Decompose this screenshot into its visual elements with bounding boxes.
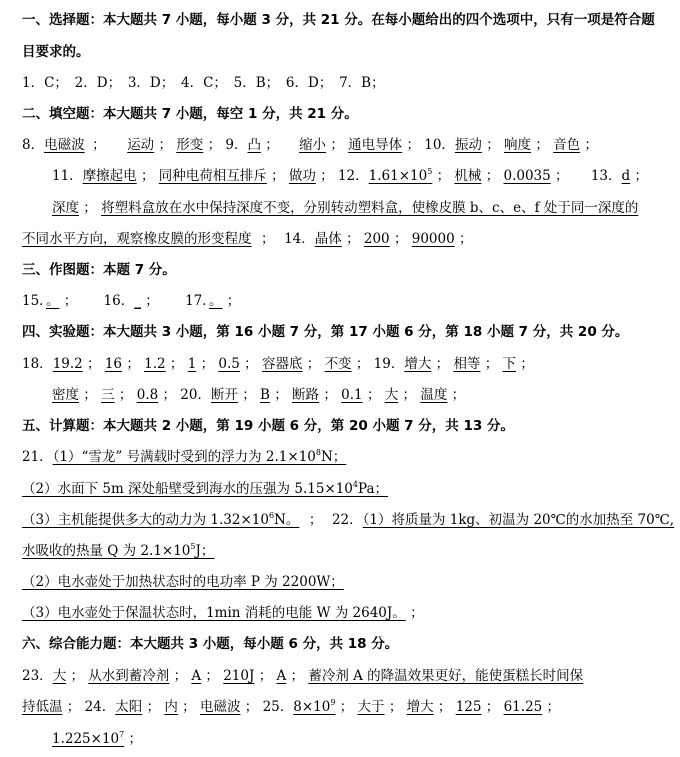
answer: 水吸收的热量 Q 为 $2.1\times 10^5J$； <box>22 542 215 559</box>
separator: ； <box>83 387 97 403</box>
separator: ； <box>274 387 288 403</box>
section5-heading: 五、计算题：本大题共 2 小题，第 19 小题 6 分，第 20 小题 7 分，共 13 分。 <box>22 418 514 434</box>
section4-line1 <box>22 352 680 372</box>
answer: 三 <box>101 387 115 403</box>
separator: ； <box>169 356 184 372</box>
answer: $1.61\times 10^5$ <box>368 167 433 184</box>
answer: 16 <box>104 356 123 372</box>
section5-line5 <box>22 570 680 590</box>
answer: 断开 <box>210 387 238 403</box>
separator: ； <box>265 137 279 153</box>
separator: ； <box>436 168 451 184</box>
section1-heading: 一、选择题：本大题共 7 小题，每小题 3 分，共 21 分。在每小题给出的四个选项中，只有一项是符合题 <box>22 12 655 28</box>
answer: 电磁波 <box>44 137 85 153</box>
separator: ； <box>145 293 159 309</box>
separator: ； <box>271 168 285 184</box>
answer: d <box>621 168 631 184</box>
answer: 0.1 <box>341 387 363 403</box>
separator: ； <box>290 668 305 684</box>
q-number: 20． <box>180 387 211 403</box>
answer: 19.2 <box>52 356 83 372</box>
section1-answers: 1．C； 2．D； 3．D； 4．C； 5．B； 6．D； 7．B； <box>22 75 385 91</box>
q-number: 25． <box>262 699 294 715</box>
answer: 125 <box>455 699 482 715</box>
answer: 摩擦起电 <box>82 168 137 184</box>
answer: 机械 <box>454 168 482 184</box>
q-number: 23． <box>22 668 53 684</box>
section3-line1 <box>22 289 680 309</box>
separator: ； <box>485 168 500 184</box>
answer: 0.8 <box>136 387 159 403</box>
q-number: 12． <box>337 168 369 184</box>
q-number: 8． <box>22 137 45 153</box>
separator: ； <box>173 668 188 684</box>
answer: $1.225\times 10^7$ <box>52 730 125 747</box>
answer: 通电导体 <box>348 137 403 153</box>
section4-line2 <box>52 383 680 403</box>
separator: ； <box>535 137 549 153</box>
separator: ； <box>207 137 222 153</box>
section2-line2 <box>52 164 680 184</box>
section2-line3 <box>52 196 680 216</box>
separator: ； <box>158 137 172 153</box>
separator: ； <box>484 356 499 372</box>
answer: 持低温 <box>22 699 63 715</box>
answer: 缩小 <box>299 137 327 153</box>
separator: ； <box>128 731 143 747</box>
answer: $8\times 10^9$ <box>293 698 336 715</box>
q-number: 9． <box>225 137 248 153</box>
exponent: 4 <box>352 480 358 489</box>
q-number: 13． <box>590 168 622 184</box>
section4-heading: 四、实验题：本大题共 3 小题，第 16 小题 7 分，第 17 小题 6 分，第 18 小题 7 分，共 20 分。 <box>22 324 629 340</box>
answer: 响度 <box>504 137 532 153</box>
answer: A <box>191 668 202 684</box>
section5-line3 <box>22 508 680 528</box>
answer: 晶体 <box>314 231 342 247</box>
section2-line1 <box>22 133 680 153</box>
answer: （3）主机能提供多大的动力为 $1.32\times 10^6N$。 <box>22 511 300 528</box>
q-number: 22． <box>331 512 363 528</box>
separator: ； <box>486 137 500 153</box>
section6-line2 <box>22 695 680 715</box>
exponent: 7 <box>119 730 125 739</box>
separator: ； <box>92 137 106 153</box>
section5-line6 <box>22 601 680 621</box>
section6-heading: 六、综合能力题：本大题共 3 小题，每小题 6 分，共 18 分。 <box>22 636 399 652</box>
exponent: 6 <box>268 511 275 520</box>
answer: _ <box>134 293 141 309</box>
answer: 1.2 <box>144 356 166 372</box>
separator: ； <box>366 387 381 403</box>
separator: ； <box>355 356 370 372</box>
q-number: 16． <box>103 293 135 309</box>
q-number: 17． <box>185 293 209 309</box>
answer: 增大 <box>406 699 434 715</box>
separator: ； <box>330 137 344 153</box>
separator: ； <box>437 699 452 715</box>
answer: （1）“雪龙” 号满载时受到的浮力为 $2.1\times 10^8N$； <box>52 448 347 465</box>
answer: 密度 <box>52 387 79 403</box>
answer: 。 <box>209 293 223 309</box>
answer: 1 <box>187 356 197 372</box>
q-number: 19． <box>373 356 405 372</box>
answer: 振动 <box>454 137 482 153</box>
separator: ； <box>146 699 161 715</box>
q-number: 15． <box>22 293 46 309</box>
answer: 运动 <box>127 137 155 153</box>
separator: ； <box>634 168 648 184</box>
answer: 断路 <box>292 387 320 403</box>
exponent: 9 <box>330 698 336 707</box>
separator: ； <box>118 387 133 403</box>
section6-line3 <box>52 727 680 747</box>
answer: 形变 <box>176 137 204 153</box>
answer: 90000 <box>411 231 455 247</box>
answer: （2）水面下 5m 深处船壁受到海水的压强为 $5.15\times 10^4Pa$； <box>22 480 389 497</box>
separator: ； <box>308 512 323 528</box>
answer: 相等 <box>453 356 481 372</box>
answer: 200 <box>363 231 390 247</box>
separator: ； <box>226 293 241 309</box>
separator: ； <box>87 356 101 372</box>
section2-heading: 二、填空题：本大题共 7 小题，每空 1 分，共 21 分。 <box>22 106 358 122</box>
answer: 同种电荷相互排斥 <box>158 168 267 184</box>
exponent: 5 <box>190 542 196 551</box>
answer: 不同水平方向，观察橡皮膜的形变程度 <box>22 231 252 247</box>
section5-line1 <box>22 445 680 465</box>
separator: ； <box>242 387 256 403</box>
answer: （2）电水壶处于加热状态时的电功率 P 为 2200W； <box>22 574 344 590</box>
separator: ； <box>140 168 155 184</box>
answer: 做功 <box>288 168 316 184</box>
answer: 。 <box>45 293 60 309</box>
separator: ； <box>485 699 500 715</box>
answer: 增大 <box>404 356 432 372</box>
answer: A <box>276 668 287 684</box>
separator: ； <box>323 387 337 403</box>
q-number: 10． <box>424 137 455 153</box>
answer: 温度 <box>420 387 448 403</box>
answer: 0.5 <box>218 356 240 372</box>
answer: 内 <box>164 699 178 715</box>
answer: 凸 <box>247 137 261 153</box>
separator: ； <box>182 699 196 715</box>
separator: ； <box>66 699 81 715</box>
separator: ； <box>244 356 258 372</box>
separator: ； <box>388 699 403 715</box>
q-number: 14． <box>284 231 315 247</box>
section5-line4 <box>22 539 680 559</box>
answer: 61.25 <box>503 699 543 715</box>
separator: ； <box>393 231 408 247</box>
separator: ； <box>162 387 176 403</box>
answer: 从水到蓄冷剂 <box>88 668 170 684</box>
separator: ； <box>410 605 424 621</box>
separator: ； <box>70 668 84 684</box>
separator: ； <box>306 356 321 372</box>
answer: 210J <box>223 668 255 684</box>
section3-heading: 三、作图题：本题 7 分。 <box>22 262 176 278</box>
exponent: 5 <box>427 167 433 176</box>
answer: 将塑料盒放在水中保持深度不变，分别转动塑料盒，使橡皮膜 b、c、e、f 处于同一深度的 <box>101 200 639 216</box>
answer: 不变 <box>324 356 352 372</box>
separator: ； <box>406 137 420 153</box>
section6-line1 <box>22 664 680 684</box>
answer: 大 <box>52 668 67 684</box>
separator: ； <box>258 668 273 684</box>
separator: ； <box>520 356 534 372</box>
separator: ； <box>584 137 598 153</box>
separator: ； <box>205 668 219 684</box>
separator: ； <box>459 231 473 247</box>
exponent: 8 <box>315 448 321 457</box>
separator: ； <box>435 356 450 372</box>
answer: （3）电水壶处于保温状态时，1min 消耗的电能 W 为 2640J。 <box>22 605 406 621</box>
answer: 电磁波 <box>199 699 241 715</box>
section1-heading-cont: 目要求的。 <box>22 44 90 60</box>
q-number: 24． <box>84 699 116 715</box>
separator: ； <box>346 231 360 247</box>
answer: 大于 <box>357 699 385 715</box>
answer: 大 <box>384 387 399 403</box>
answer: B <box>260 387 270 403</box>
separator: ； <box>451 387 466 403</box>
separator: ； <box>339 699 354 715</box>
answer: 太阳 <box>115 699 143 715</box>
separator: ； <box>320 168 334 184</box>
q-number: 18． <box>22 356 53 372</box>
separator: ； <box>126 356 140 372</box>
answer: 深度 <box>52 200 79 216</box>
separator: ； <box>402 387 417 403</box>
separator: ； <box>555 168 569 184</box>
separator: ； <box>83 200 97 216</box>
separator: ； <box>200 356 215 372</box>
q-number: 21． <box>22 449 53 465</box>
q-number: 11． <box>52 168 83 184</box>
separator: ； <box>546 699 561 715</box>
section2-line4 <box>22 227 680 247</box>
answer: 下 <box>502 356 517 372</box>
answer: 音色 <box>553 137 581 153</box>
separator: ； <box>261 231 275 247</box>
answer: 0.0035 <box>503 168 551 184</box>
separator: ； <box>244 699 259 715</box>
answer: （1）将质量为 1kg、初温为 20℃的水加热至 70℃, <box>362 512 675 528</box>
answer: 蓄冷剂 A 的降温效果更好，能使蛋糕长时间保 <box>308 668 584 684</box>
separator: ； <box>63 293 78 309</box>
answer: 容器底 <box>261 356 303 372</box>
section5-line2 <box>22 477 680 497</box>
